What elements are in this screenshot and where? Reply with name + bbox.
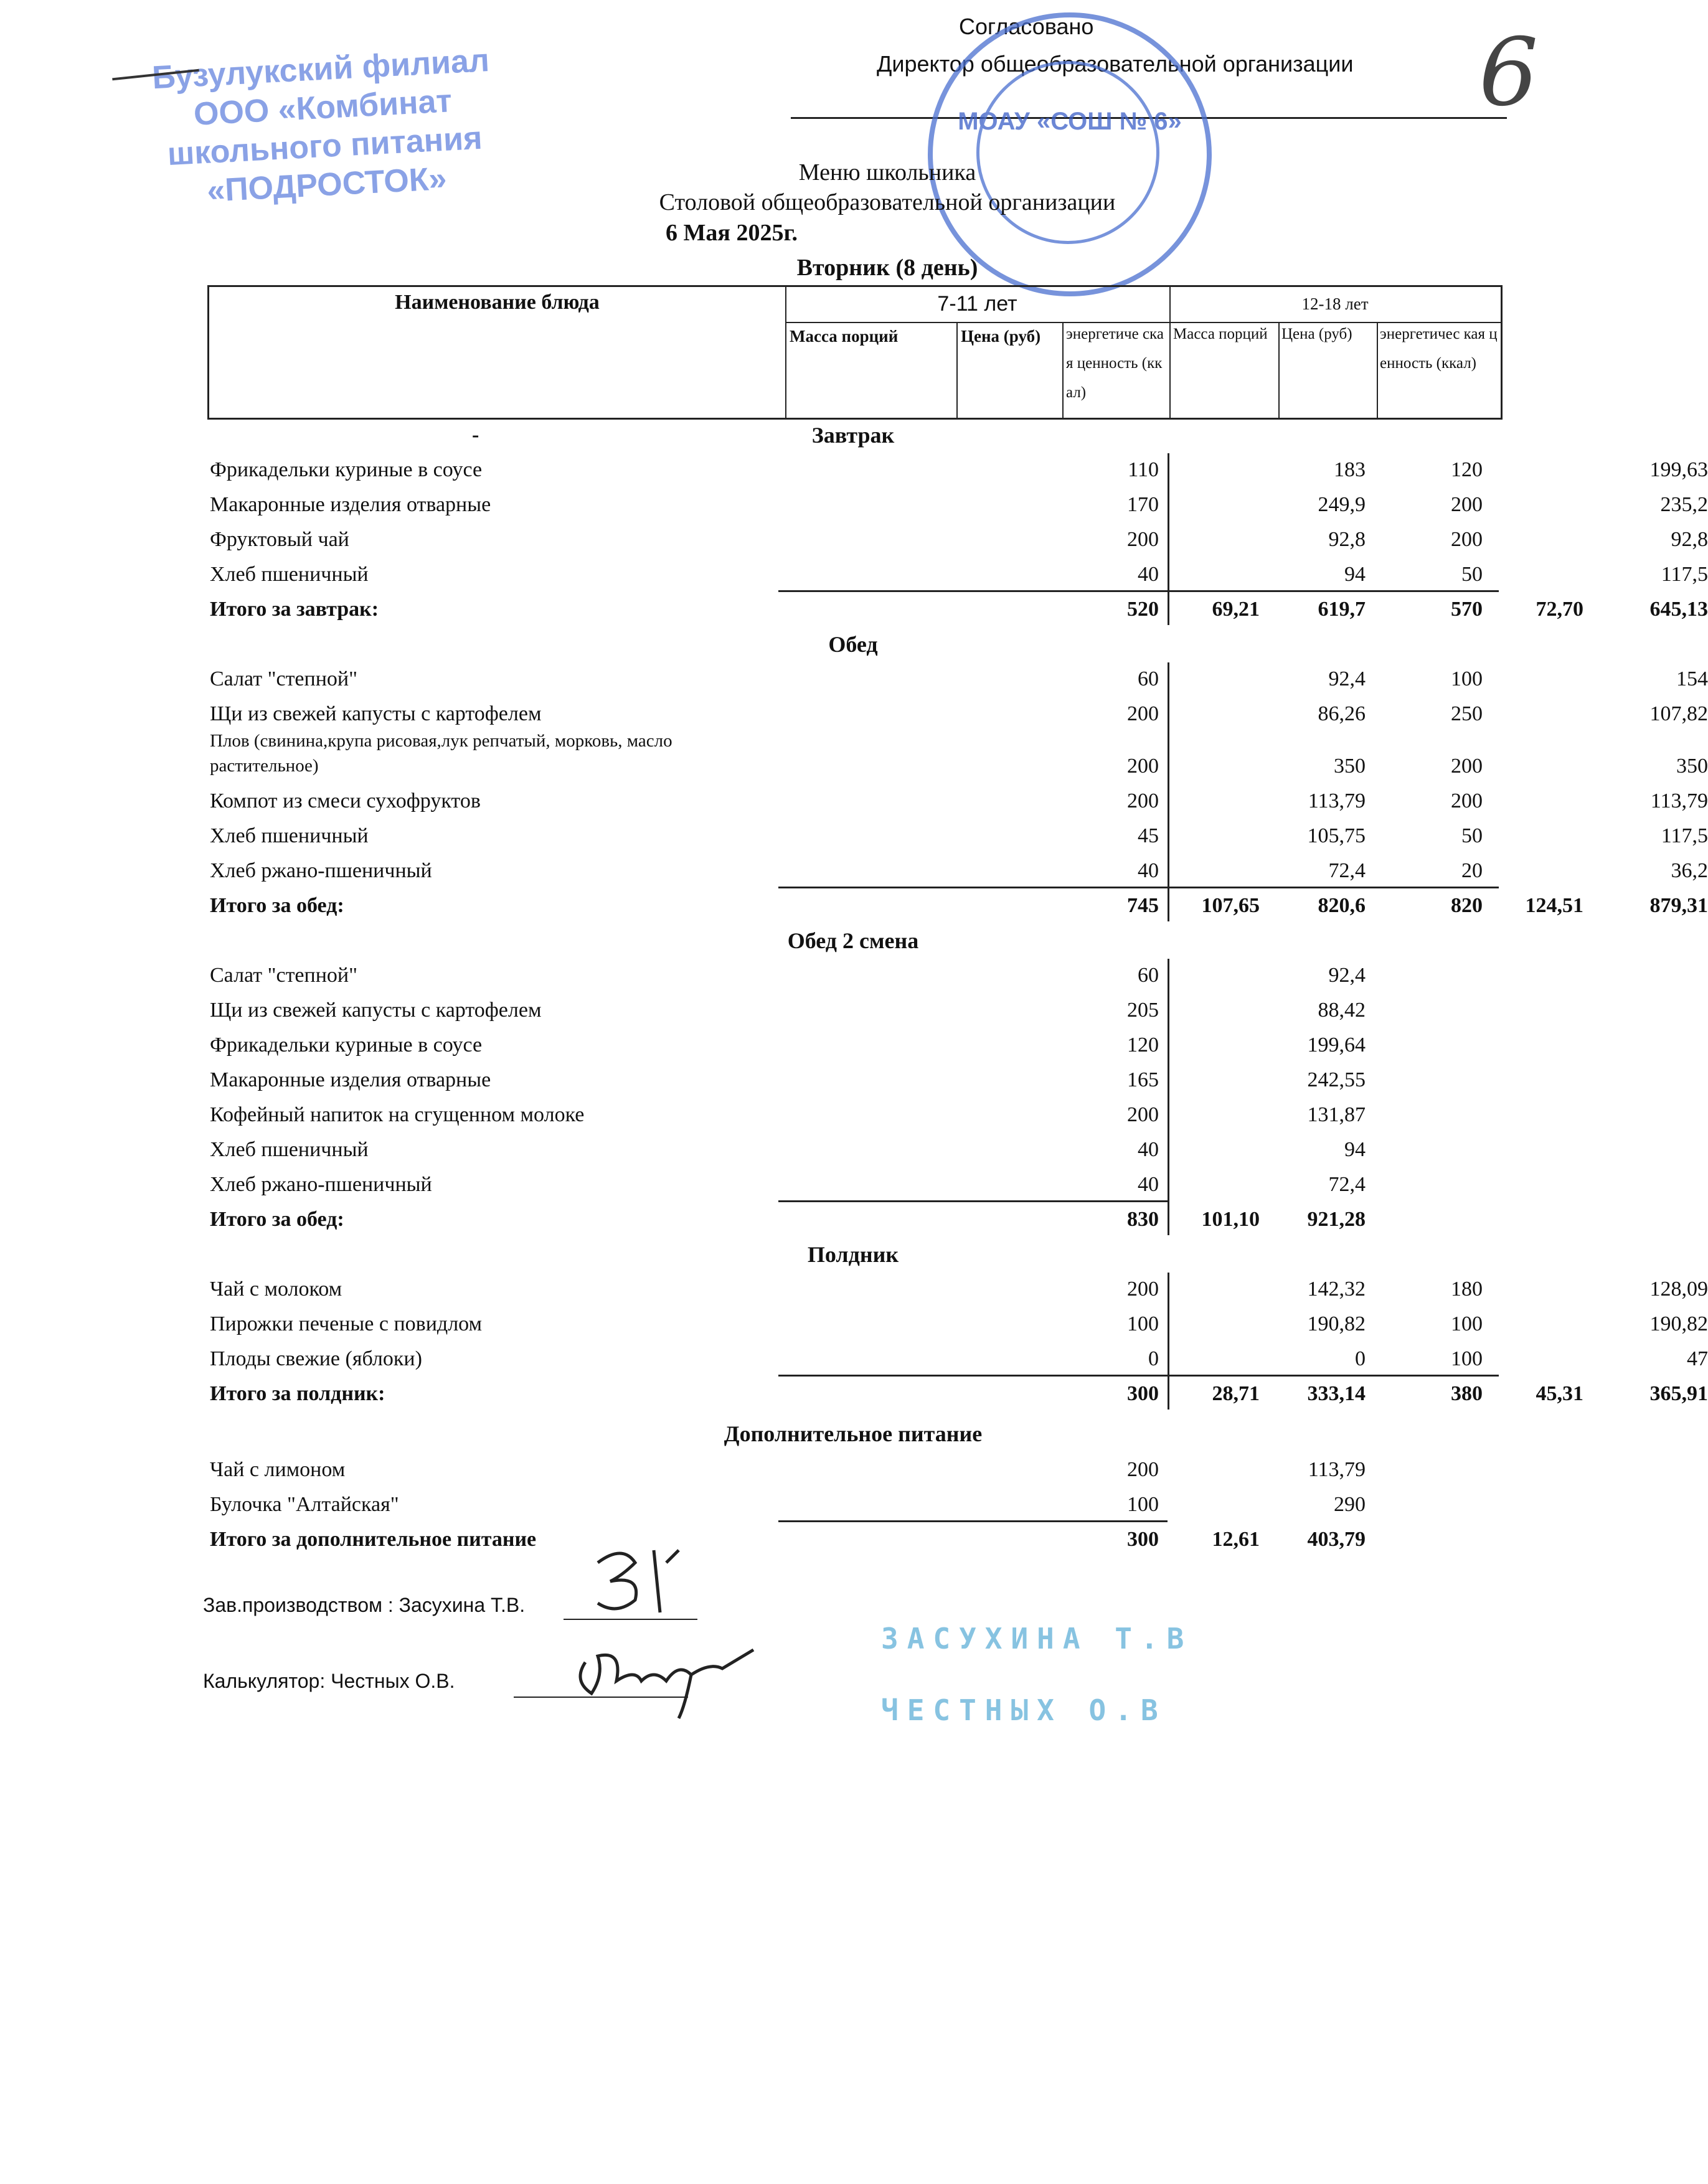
mass-7-11: 0 (1148, 1347, 1159, 1370)
mass-7-11: 40 (1138, 859, 1159, 882)
energy-12-18: 113,79 (1650, 789, 1708, 812)
approval-agreed: Согласовано (959, 14, 1094, 39)
dish-name: Макаронные изделия отварные (210, 1068, 491, 1091)
section-title: Обед (828, 632, 878, 657)
header-price-2: Цена (руб) (1281, 326, 1352, 342)
mass-7-11: 40 (1138, 1138, 1159, 1161)
header-divider (1062, 322, 1064, 418)
supplier-stamp-line: школьного питания (166, 120, 483, 173)
dish-name: Хлеб ржано-пшеничный (210, 859, 432, 882)
table-row (207, 1026, 1499, 1061)
total-energy-7-11: 619,7 (1318, 598, 1366, 621)
mass-7-11: 200 (1127, 1103, 1159, 1126)
table-row (207, 956, 1499, 991)
supplier-stamp (146, 41, 502, 214)
header-age-12-18: 12-18 лет (1301, 294, 1369, 313)
total-price-7-11: 69,21 (1212, 598, 1260, 621)
total-energy-7-11: 403,79 (1307, 1528, 1366, 1551)
mass-12-18: 200 (1451, 493, 1483, 516)
mass-7-11: 200 (1127, 1278, 1159, 1301)
header-divider (956, 322, 958, 418)
mass-7-11: 45 (1138, 824, 1159, 847)
dish-name: Хлеб пшеничный (210, 824, 369, 847)
total-price-12-18: 72,70 (1536, 598, 1583, 621)
table-row (207, 817, 1708, 852)
table-row (207, 1451, 1499, 1485)
menu-day: Вторник (8 день) (796, 255, 978, 281)
energy-7-11: 92,4 (1328, 964, 1366, 987)
mass-12-18: 120 (1451, 458, 1483, 481)
supplier-stamp-line: «ПОДРОСТОК» (205, 160, 448, 209)
table-row (207, 1305, 1708, 1340)
school-seal-inner-ring (976, 61, 1159, 244)
dish-name: Булочка "Алтайская" (210, 1493, 399, 1516)
approval-director: Директор общеобразовательной организации (877, 51, 1354, 77)
mass-7-11: 110 (1128, 458, 1159, 481)
mass-7-11: 120 (1127, 1033, 1159, 1057)
table-row (207, 486, 1708, 520)
mass-7-11: 200 (1127, 1458, 1159, 1481)
stamp-name-production: ЗАСУХИНА Т.В (881, 1622, 1193, 1655)
table-row (207, 1061, 1499, 1096)
energy-7-11: 113,79 (1308, 1458, 1366, 1481)
energy-7-11: 199,64 (1307, 1033, 1366, 1057)
total-price-12-18: 124,51 (1525, 894, 1583, 917)
section-dash: - (472, 423, 479, 446)
header-energy-2: энергетичес кая ценность (ккал) (1380, 326, 1498, 372)
dish-name: Фрикадельки куриные в соусе (210, 1033, 483, 1057)
mass-12-18: 200 (1451, 528, 1483, 551)
table-row (207, 1270, 1708, 1305)
mass-7-11: 165 (1127, 1068, 1159, 1091)
energy-7-11: 88,42 (1318, 999, 1366, 1022)
energy-7-11: 92,4 (1328, 667, 1366, 690)
dish-name: Хлеб пшеничный (210, 563, 369, 586)
section-lunch-2 (207, 921, 1499, 956)
production-manager: Зав.производством : Засухина Т.В. (203, 1594, 526, 1616)
column-divider (1168, 662, 1169, 921)
mass-12-18: 50 (1461, 824, 1483, 847)
dish-name: Щи из свежей капусты с картофелем (210, 999, 542, 1022)
energy-7-11: 94 (1344, 563, 1366, 586)
dish-name: Компот из смеси сухофруктов (210, 789, 481, 812)
section-title: Полдник (807, 1242, 899, 1267)
stamp-name-calculator: ЧЕСТНЫХ О.В (881, 1693, 1167, 1727)
dish-name: Салат "степной" (210, 964, 357, 987)
school-seal-text: МОАУ «СОШ № 6» (958, 108, 1182, 135)
table-row (207, 1485, 1499, 1520)
table-row (207, 660, 1708, 695)
mass-7-11: 200 (1127, 789, 1159, 812)
dish-name: Плоды свежие (яблоки) (210, 1347, 422, 1370)
table-row (207, 1340, 1708, 1375)
energy-12-18: 92,8 (1671, 528, 1708, 551)
energy-7-11: 142,32 (1307, 1278, 1366, 1301)
column-divider (1168, 1273, 1169, 1410)
dish-name: Фруктовый чай (210, 528, 349, 551)
total-mass-12-18: 380 (1451, 1382, 1483, 1405)
energy-7-11: 290 (1334, 1493, 1366, 1516)
header-divider (1278, 322, 1280, 418)
dish-name: Пирожки печеные с повидлом (210, 1312, 483, 1335)
total-mass-7-11: 300 (1127, 1528, 1159, 1551)
section-snack (207, 1235, 1499, 1270)
header-price-1: Цена (руб) (961, 327, 1041, 346)
total-mass-7-11: 520 (1127, 598, 1159, 621)
mass-7-11: 205 (1127, 999, 1159, 1022)
calculator: Калькулятор: Честных О.В. (203, 1670, 455, 1692)
mass-12-18: 180 (1451, 1278, 1483, 1301)
table-row (207, 695, 1708, 730)
mass-7-11: 200 (1127, 702, 1159, 725)
mass-12-18: 100 (1451, 1347, 1483, 1370)
energy-12-18: 36,2 (1671, 859, 1708, 882)
dish-name: Хлеб пшеничный (210, 1138, 369, 1161)
energy-12-18: 47 (1687, 1347, 1708, 1370)
energy-12-18: 154 (1676, 667, 1708, 690)
total-mass-7-11: 300 (1127, 1382, 1159, 1405)
menu-date: 6 Мая 2025г. (666, 220, 798, 246)
page-mark: 6 (1479, 19, 1539, 127)
mass-7-11: 200 (1127, 528, 1159, 551)
total-price-12-18: 45,31 (1536, 1382, 1583, 1405)
table-header (207, 285, 1503, 420)
total-row (207, 1200, 1499, 1235)
section-breakfast (207, 416, 1499, 451)
table-row (207, 782, 1708, 817)
total-price-7-11: 12,61 (1212, 1528, 1260, 1551)
mass-7-11: 100 (1127, 1312, 1159, 1335)
energy-7-11: 72,4 (1328, 859, 1366, 882)
total-mass-7-11: 745 (1127, 894, 1159, 917)
mass-7-11: 60 (1138, 964, 1159, 987)
mass-7-11: 100 (1127, 1493, 1159, 1516)
energy-7-11: 94 (1344, 1138, 1366, 1161)
header-age-7-11: 7-11 лет (937, 292, 1017, 316)
total-label: Итого за дополнительное питание (210, 1528, 537, 1551)
energy-12-18: 117,5 (1661, 824, 1708, 847)
total-energy-7-11: 921,28 (1307, 1208, 1366, 1231)
total-energy-12-18: 645,13 (1649, 598, 1708, 621)
table-row (207, 1096, 1499, 1131)
calculator-signature (567, 1625, 772, 1725)
table-row (207, 451, 1708, 486)
energy-7-11: 86,26 (1318, 702, 1366, 725)
energy-7-11: 72,4 (1328, 1173, 1366, 1196)
total-label: Итого за полдник: (210, 1382, 385, 1405)
mass-12-18: 50 (1461, 563, 1483, 586)
energy-7-11: 113,79 (1308, 789, 1366, 812)
total-label: Итого за обед: (210, 1208, 344, 1231)
energy-7-11: 183 (1334, 458, 1366, 481)
header-divider (1377, 322, 1378, 418)
total-mass-12-18: 820 (1451, 894, 1483, 917)
energy-12-18: 107,82 (1649, 702, 1708, 725)
total-price-7-11: 101,10 (1201, 1208, 1260, 1231)
section-title: Обед 2 смена (787, 928, 919, 953)
energy-7-11: 190,82 (1307, 1312, 1366, 1335)
total-label: Итого за завтрак: (210, 598, 379, 621)
dish-name: Хлеб ржано-пшеничный (210, 1173, 432, 1196)
section-lunch (207, 625, 1499, 660)
header-dish: Наименование блюда (395, 291, 600, 314)
total-energy-12-18: 365,91 (1649, 1382, 1708, 1405)
dish-name: Макаронные изделия отварные (210, 493, 491, 516)
total-label: Итого за обед: (210, 894, 344, 917)
mass-7-11: 40 (1138, 563, 1159, 586)
energy-12-18: 190,82 (1649, 1312, 1708, 1335)
table-row (207, 852, 1708, 887)
table-row (207, 1165, 1499, 1200)
total-energy-7-11: 820,6 (1318, 894, 1366, 917)
header-mass-2: Масса порций (1173, 326, 1268, 342)
mass-12-18: 250 (1451, 702, 1483, 725)
mass-7-11: 170 (1127, 493, 1159, 516)
menu-title: Меню школьника (798, 159, 976, 186)
total-price-7-11: 107,65 (1201, 894, 1260, 917)
mass-7-11: 40 (1138, 1173, 1159, 1196)
dish-name: Чай с лимоном (210, 1458, 346, 1481)
total-row (207, 1375, 1708, 1410)
energy-7-11: 0 (1355, 1347, 1366, 1370)
table-row (207, 730, 1708, 782)
energy-12-18: 128,09 (1649, 1278, 1708, 1301)
mass-12-18: 20 (1461, 859, 1483, 882)
dish-name: Кофейный напиток на сгущенном молоке (210, 1103, 585, 1126)
energy-12-18: 199,63 (1649, 458, 1708, 481)
energy-7-11: 131,87 (1307, 1103, 1366, 1126)
energy-7-11: 105,75 (1307, 824, 1366, 847)
dish-name: Чай с молоком (210, 1278, 342, 1301)
section-extra (207, 1414, 1499, 1449)
total-row (207, 887, 1708, 921)
header-energy-1: энергетиче ская ценность (ккал) (1066, 326, 1164, 401)
section-title: Завтрак (811, 423, 895, 448)
mass-7-11: 200 (1127, 755, 1159, 778)
energy-12-18: 235,2 (1660, 493, 1708, 516)
table-row (207, 520, 1708, 555)
table-row (207, 555, 1708, 590)
dish-name: Фрикадельки куриные в соусе (210, 458, 483, 481)
total-price-7-11: 28,71 (1212, 1382, 1260, 1405)
column-divider (1168, 959, 1169, 1235)
column-divider (1168, 453, 1169, 625)
energy-12-18: 117,5 (1661, 563, 1708, 586)
energy-7-11: 242,55 (1307, 1068, 1366, 1091)
mass-7-11: 60 (1138, 667, 1159, 690)
mass-12-18: 200 (1451, 789, 1483, 812)
table-row (207, 991, 1499, 1026)
dish-name: Салат "степной" (210, 667, 357, 690)
header-mass-1: Масса порций (790, 327, 899, 346)
production-signature (585, 1538, 697, 1625)
energy-7-11: 92,8 (1328, 528, 1366, 551)
total-energy-7-11: 333,14 (1307, 1382, 1366, 1405)
mass-12-18: 100 (1451, 1312, 1483, 1335)
section-title: Дополнительное питание (724, 1421, 983, 1446)
total-energy-12-18: 879,31 (1649, 894, 1708, 917)
table-row (207, 1131, 1499, 1165)
dish-name: Плов (свинина,крупа рисовая,лук репчатый, морковь, масло растительное) (210, 731, 672, 776)
menu-subtitle: Столовой общеобразовательной организации (659, 189, 1116, 215)
energy-7-11: 350 (1334, 755, 1366, 778)
energy-12-18: 350 (1676, 755, 1708, 778)
total-mass-12-18: 570 (1451, 598, 1483, 621)
supplier-stamp-line: ООО «Комбинат (192, 83, 453, 133)
mass-12-18: 100 (1451, 667, 1483, 690)
dish-name: Щи из свежей капусты с картофелем (210, 702, 542, 725)
mass-12-18: 200 (1451, 755, 1483, 778)
energy-7-11: 249,9 (1318, 493, 1366, 516)
total-row (207, 1520, 1499, 1555)
total-mass-7-11: 830 (1127, 1208, 1159, 1231)
supplier-stamp-line: Бузулукский филиал (151, 42, 491, 96)
total-row (207, 590, 1708, 625)
